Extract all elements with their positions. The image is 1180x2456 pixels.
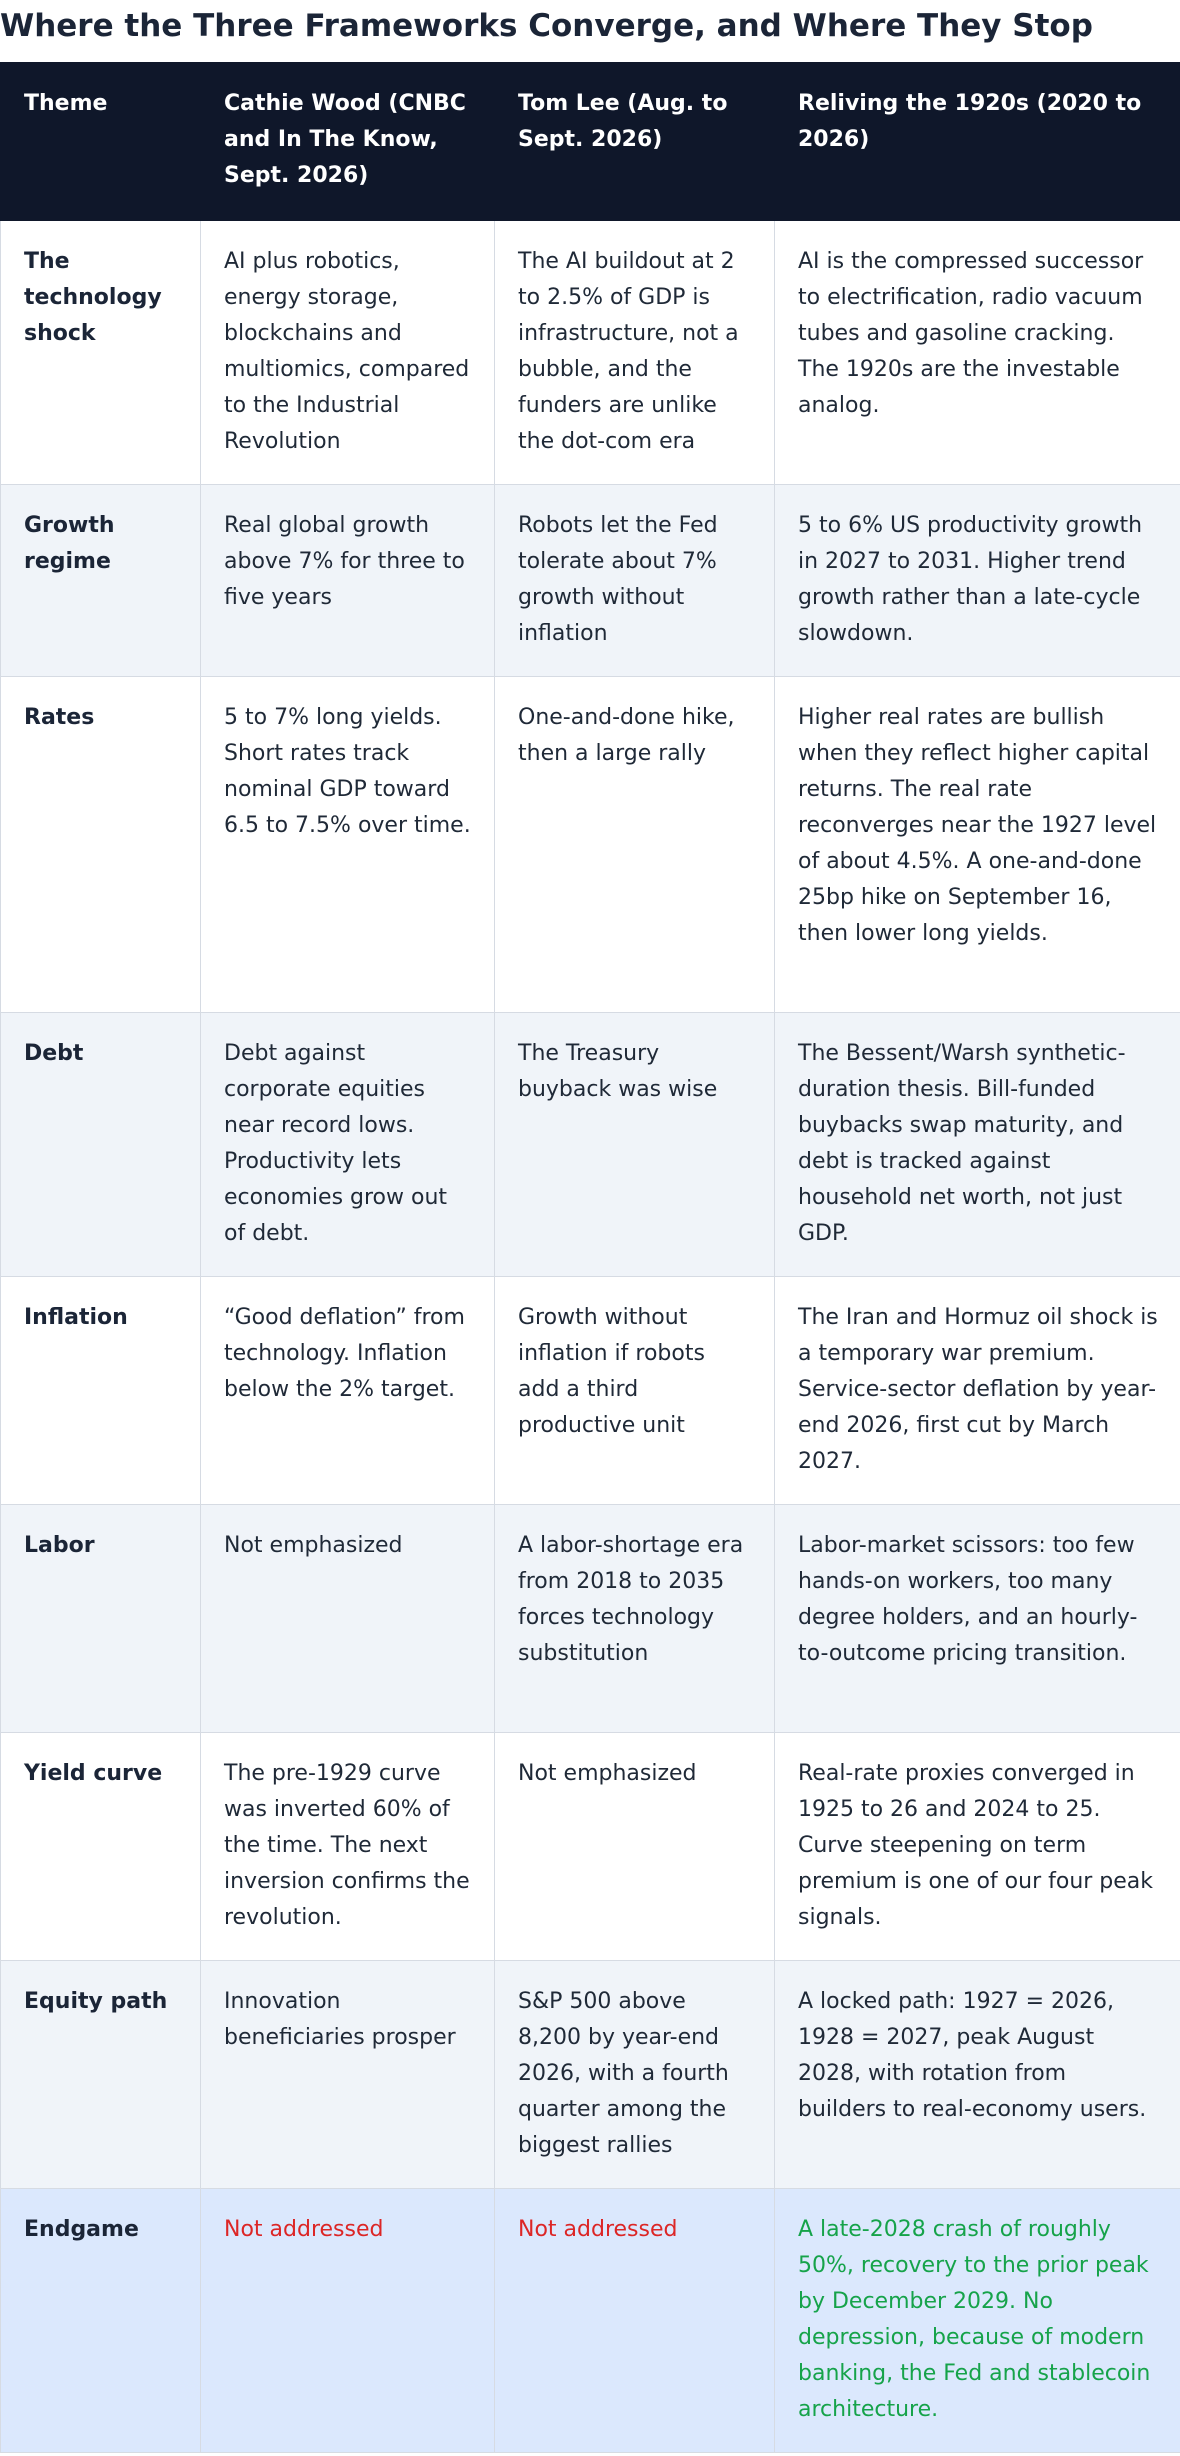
lee-cell: Growth without inflation if robots add a third productive unit	[495, 1277, 775, 1505]
theme-cell: Growth regime	[1, 485, 201, 677]
lee-cell-not-addressed: Not addressed	[495, 2189, 775, 2453]
theme-cell: Equity path	[1, 1961, 201, 2189]
lee-cell: A labor-shortage era from 2018 to 2035 forces technology substitution	[495, 1505, 775, 1733]
table-row	[1, 1013, 1180, 1277]
theme-cell: Labor	[1, 1505, 201, 1733]
table-body	[1, 221, 1180, 2453]
theme-cell: The technology shock	[1, 221, 201, 485]
twenties-cell-endgame: A late-2028 crash of roughly 50%, recovery to the prior peak by December 2029. No depression, because of modern banking, the Fed and stablecoin architecture.	[775, 2189, 1180, 2453]
wood-cell: The pre-1929 curve was inverted 60% of the time. The next inversion confirms the revolution.	[201, 1733, 495, 1961]
lee-cell: S&P 500 above 8,200 by year-end 2026, with a fourth quarter among the biggest rallies	[495, 1961, 775, 2189]
wood-cell: Real global growth above 7% for three to five years	[201, 485, 495, 677]
lee-cell: One-and-done hike, then a large rally	[495, 677, 775, 1013]
lee-cell: Robots let the Fed tolerate about 7% growth without inflation	[495, 485, 775, 677]
lee-cell: The Treasury buyback was wise	[495, 1013, 775, 1277]
theme-cell: Yield curve	[1, 1733, 201, 1961]
table-header	[1, 63, 1180, 221]
twenties-cell: 5 to 6% US productivity growth in 2027 to 2031. Higher trend growth rather than a late-cycle slowdown.	[775, 485, 1180, 677]
twenties-cell: The Iran and Hormuz oil shock is a temporary war premium. Service-sector deflation by year-end 2026, first cut by March 2027.	[775, 1277, 1180, 1505]
table-row-endgame	[1, 2189, 1180, 2453]
wood-cell-not-addressed: Not addressed	[201, 2189, 495, 2453]
twenties-cell: Labor-market scissors: too few hands-on workers, too many degree holders, and an hourly-to-outcome pricing transition.	[775, 1505, 1180, 1733]
column-header-reliving-1920s: Reliving the 1920s (2020 to 2026)	[775, 63, 1180, 221]
lee-cell: Not emphasized	[495, 1733, 775, 1961]
table-row	[1, 1961, 1180, 2189]
header-row	[1, 63, 1180, 221]
table-row	[1, 677, 1180, 1013]
twenties-cell: Real-rate proxies converged in 1925 to 26 and 2024 to 25. Curve steepening on term premium is one of our four peak signals.	[775, 1733, 1180, 1961]
wood-cell: “Good deflation” from technology. Inflation below the 2% target.	[201, 1277, 495, 1505]
theme-cell: Debt	[1, 1013, 201, 1277]
column-header-theme: Theme	[1, 63, 201, 221]
wood-cell: AI plus robotics, energy storage, blockchains and multiomics, compared to the Industrial Revolution	[201, 221, 495, 485]
table-row	[1, 485, 1180, 677]
wood-cell: Innovation beneficiaries prosper	[201, 1961, 495, 2189]
theme-cell: Rates	[1, 677, 201, 1013]
wood-cell: Debt against corporate equities near record lows. Productivity lets economies grow out of debt.	[201, 1013, 495, 1277]
column-header-tom-lee: Tom Lee (Aug. to Sept. 2026)	[495, 63, 775, 221]
table-row	[1, 1505, 1180, 1733]
twenties-cell: The Bessent/Warsh synthetic-duration thesis. Bill-funded buybacks swap maturity, and debt is tracked against household net worth, not just GDP.	[775, 1013, 1180, 1277]
wood-cell: Not emphasized	[201, 1505, 495, 1733]
theme-cell: Inflation	[1, 1277, 201, 1505]
twenties-cell: A locked path: 1927 = 2026, 1928 = 2027, peak August 2028, with rotation from builders to real-economy users.	[775, 1961, 1180, 2189]
table-row	[1, 1733, 1180, 1961]
twenties-cell: AI is the compressed successor to electrification, radio vacuum tubes and gasoline cracking. The 1920s are the investable analog.	[775, 221, 1180, 485]
wood-cell: 5 to 7% long yields. Short rates track nominal GDP toward 6.5 to 7.5% over time.	[201, 677, 495, 1013]
page-title: Where the Three Frameworks Converge, and Where They Stop	[0, 8, 1093, 44]
column-header-cathie-wood: Cathie Wood (CNBC and In The Know, Sept. 2026)	[201, 63, 495, 221]
table-row	[1, 221, 1180, 485]
comparison-table	[0, 62, 1180, 2453]
lee-cell: The AI buildout at 2 to 2.5% of GDP is infrastructure, not a bubble, and the funders are unlike the dot-com era	[495, 221, 775, 485]
theme-cell: Endgame	[1, 2189, 201, 2453]
twenties-cell: Higher real rates are bullish when they reflect higher capital returns. The real rate reconverges near the 1927 level of about 4.5%. A one-and-done 25bp hike on September 16, then lower long yields.	[775, 677, 1180, 1013]
table-row	[1, 1277, 1180, 1505]
